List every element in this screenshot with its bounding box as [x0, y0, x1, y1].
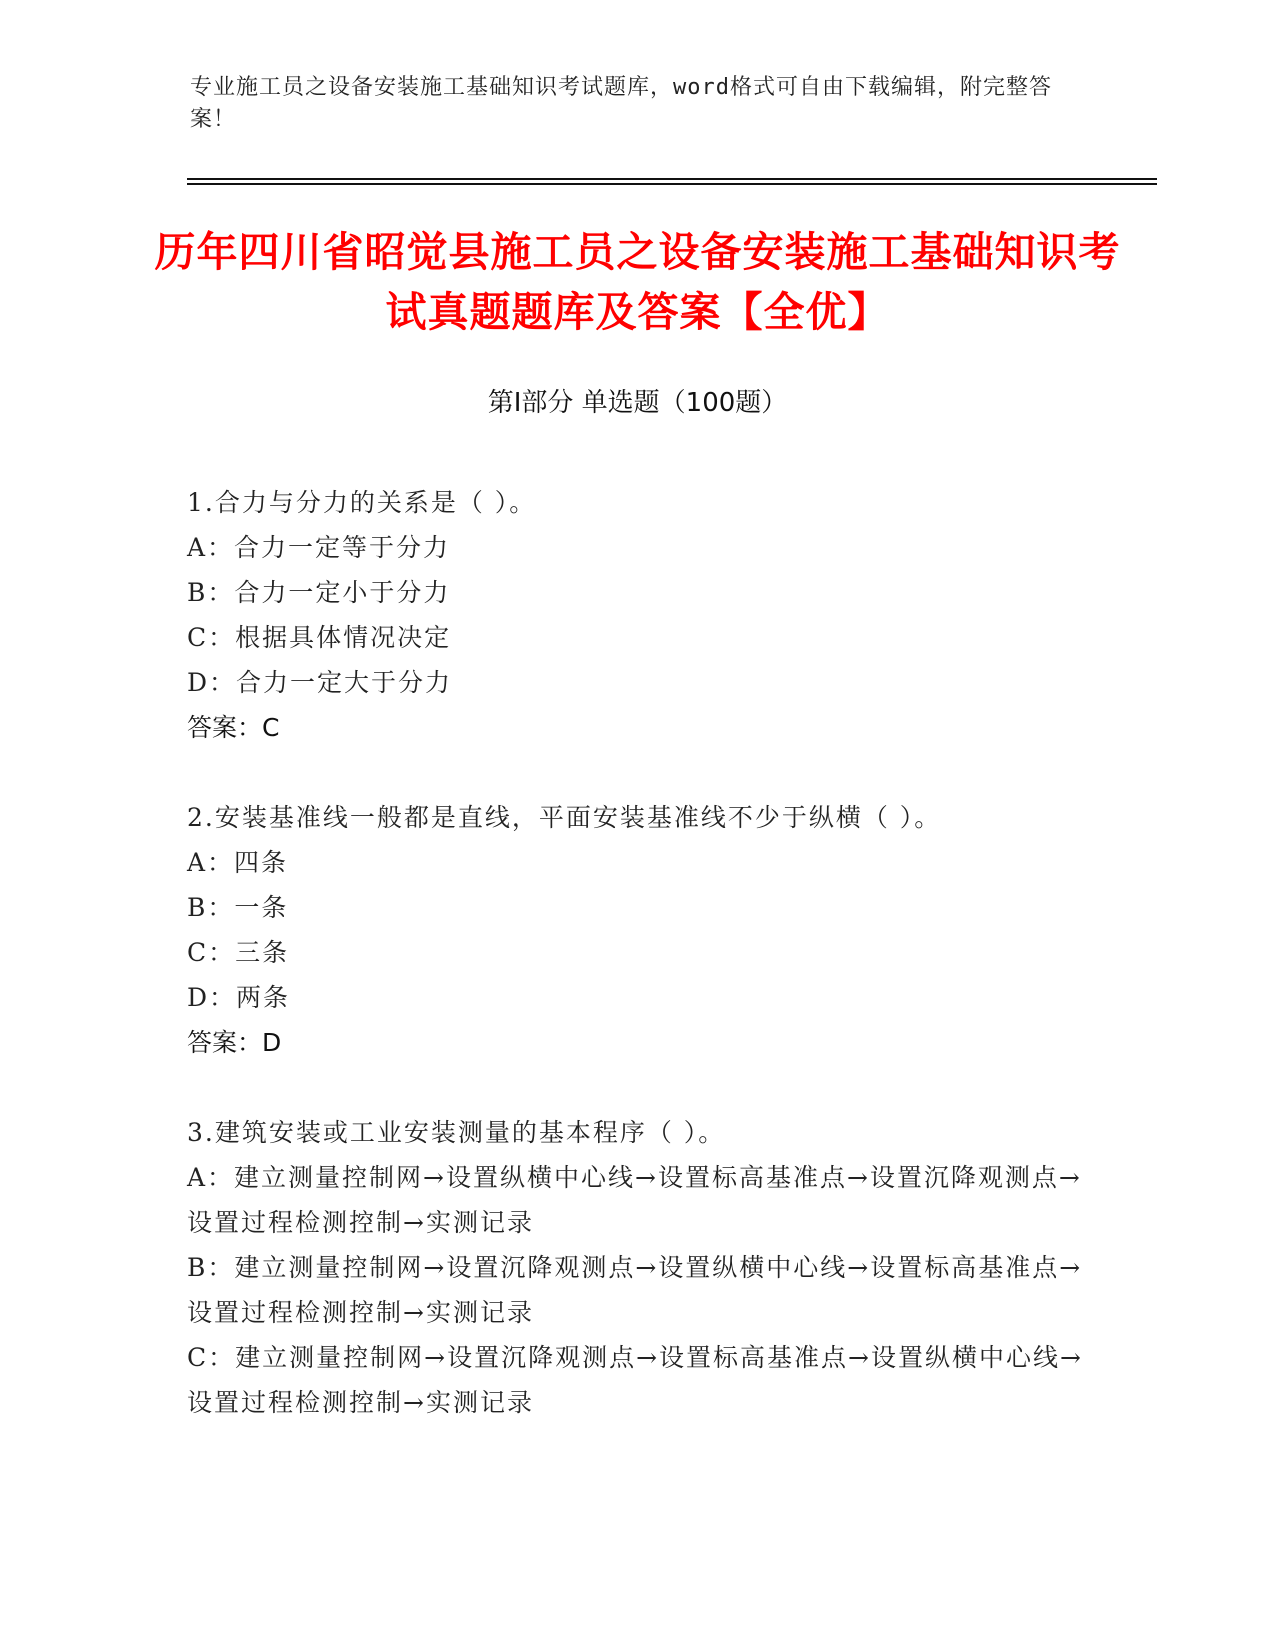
option-d: D：两条 — [187, 983, 291, 1012]
option-d: D：合力一定大于分力 — [187, 668, 453, 697]
option-a: A：合力一定等于分力 — [187, 533, 451, 562]
option-a: A：建立测量控制网→设置纵横中心线→设置标高基准点→设置沉降观测点→设置过程检测控制→实测记录 — [187, 1163, 1082, 1237]
section-heading: 第I部分 单选题（100题） — [487, 388, 788, 418]
document-title: 历年四川省昭觉县施工员之设备安装施工基础知识考试真题题库及答案【全优】 — [154, 228, 1121, 336]
question-3 — [187, 1110, 1087, 1425]
option-b: B：建立测量控制网→设置沉降观测点→设置纵横中心线→设置标高基准点→设置过程检测控制→实测记录 — [187, 1253, 1083, 1327]
question-stem: 3.建筑安装或工业安装测量的基本程序（ ）。 — [187, 1118, 726, 1147]
header-note: 专业施工员之设备安装施工基础知识考试题库，word格式可自由下载编辑，附完整答案！ — [190, 75, 1052, 132]
option-c: C：建立测量控制网→设置沉降观测点→设置标高基准点→设置纵横中心线→设置过程检测控制→实测记录 — [187, 1343, 1083, 1417]
option-a: A：四条 — [187, 848, 289, 877]
question-2 — [187, 795, 1087, 1065]
question-1 — [187, 480, 1087, 750]
answer: 答案：C — [187, 713, 280, 742]
option-b: B：合力一定小于分力 — [187, 578, 451, 607]
option-c: C：根据具体情况决定 — [187, 623, 452, 652]
option-c: C：三条 — [187, 938, 290, 967]
answer: 答案：D — [187, 1028, 282, 1057]
question-stem: 2.安装基准线一般都是直线，平面安装基准线不少于纵横（ ）。 — [187, 803, 942, 832]
option-b: B：一条 — [187, 893, 289, 922]
question-list — [187, 480, 1087, 1470]
header-rule-top — [187, 178, 1157, 180]
header-rule-bottom — [187, 183, 1157, 185]
question-stem: 1.合力与分力的关系是（ ）。 — [187, 488, 537, 517]
